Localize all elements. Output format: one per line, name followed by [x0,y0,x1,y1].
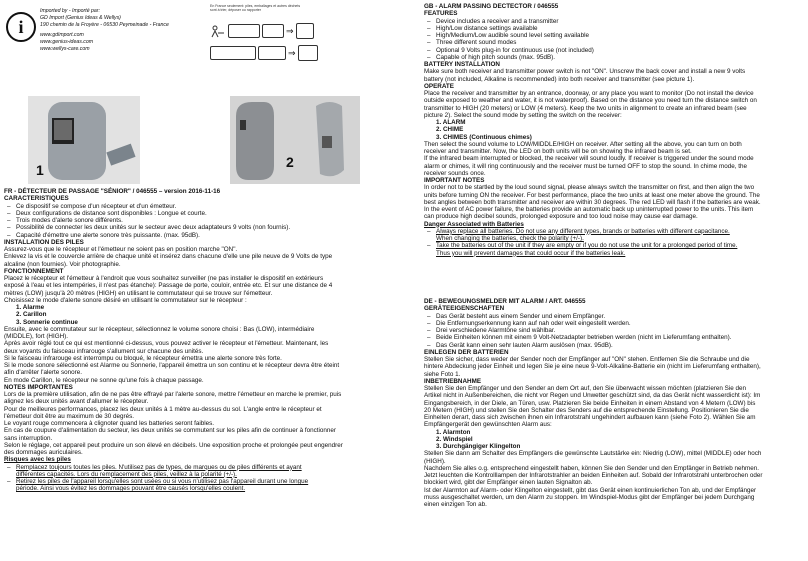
de-text-line: einen einzigen Ton ab. [424,501,487,508]
fr-section [4,188,402,493]
gb-feature-item: – Three different sound modes [424,39,804,46]
de-mode-item: 3. Durchgängiger Klingelton [436,443,521,450]
fr-risk-item-cont: période. Ainsi vous évitez les dommages pouvant être causés lorsqu'elles coulent. [16,485,246,493]
photo-1 [28,96,140,184]
address-line: Imported by - Importé par: [40,8,100,14]
gb-text-line: Make sure both receiver and transmitter power switch is not "ON". Unscrew the back cover and install a new 9 volts [424,68,746,76]
fr-text-line: l'émetteur doit être au maximum de 30 degrés. [4,412,135,420]
right-column [420,0,804,561]
fr-heading-batteries: INSTALLATION DES PILES [4,238,84,246]
importer-header [4,4,194,66]
fr-text-line: En mode Carillon, le récepteur ne sonne qu'une fois à chaque passage. [4,376,204,384]
fr-risk-item-cont: différentes capacités. Lors du remplacement des piles, veillez à la polarité (+/-). [16,470,237,478]
address-line: www.wellys-care.com [40,46,90,53]
fr-heading-battery-risks: Risques avec les piles [4,456,71,464]
fr-heading-operation: FONCTIONNEMENT [4,267,64,275]
de-feature-item: – Beide Einheiten können mit einem 9 Volt-Netzadapter betrieben werden (nicht im Lieferumfang enthalten). [424,334,804,341]
fr-text-line: En cas de coupure d'alimentation du secteur, les deux unités se commutent sur les piles afin de continuer à fonctionner [4,427,336,435]
fr-text-line: Enlevez la vis et le couvercle arrière de chaque unité et insérez dans chacune d'elle une pile neuve de 9 Volts de type [4,253,333,261]
appliance-icon [210,46,256,60]
photo-number: 2 [286,154,294,170]
gb-mode-item: 3. CHIMES (Continuous chimes) [436,133,532,141]
gb-feature-item: – High/Medium/Low audible sound level setting available [424,32,804,39]
fr-text-line: deux voyants du faisceau infrarouge s'allument sur chacune des unités. [4,347,204,355]
fr-heading-notes: NOTES IMPORTANTES [4,383,73,391]
fr-text-line: (MIDDLE), fort (HIGH). [4,333,69,340]
gb-feature-item: – Optional 9 Volts plug-in for continuous use (not included) [424,47,804,54]
de-heading-batteries: EINLEGEN DER BATTERIEN [424,348,509,356]
gb-heading-danger: Danger Associated with Batteries [424,220,524,228]
de-text-line: siehe Foto 1. [424,370,461,378]
gb-mode-item: 2. CHIME [436,126,464,134]
bin-icon [296,23,314,39]
gb-text-line: transmitter to HIGH (20 meters) or LOW (4 meters). Keep the two units in alignment to create an infrared beam (see [424,104,747,112]
gb-text-line: units before turning ON the receiver. For best performance, place the two units at least one meter above the ground. The [424,191,760,199]
de-text-line: Ist der Alarmton auf Alarm- oder Klingelton eingestellt, gibt das Gerät einen kontinuierlichen Ton ab, und der Empfänger [424,486,757,494]
arrow-icon: ⇒ [288,47,296,58]
gb-text-line: Place the receiver and transmitter by an entrance, doorway, or any place you want to monitor (Do not install the device [424,90,754,97]
de-feature-item: – Drei verschiedene Alarmtöne sind wählbar. [424,327,804,334]
gb-text-line: best angles between both transmitter and receiver are within 30 degrees. The red LED will flash if the batteries are weak. [424,198,761,206]
fr-text-line: Assurez-vous que le récepteur et l'émetteur ne soient pas en position marche "ON". [4,246,238,253]
recycling-row-1 [210,22,314,40]
gb-feature-item: – Device includes a receiver and a transmitter [424,18,804,25]
gb-section [424,3,804,257]
fr-text-line: Selon le réglage, cet appareil peut produire un son élevé en décibels. Une exposition proche et prolongée peut engendrer [4,441,343,449]
de-feature-item: – Das Gerät besteht aus einem Sender und einem Empfänger. [424,313,804,320]
fr-mode-item: 3. Sonnerie continue [16,318,78,326]
gb-danger-item-cont: Thus you will prevent damages that could occur if the batteries leak. [436,249,626,257]
gb-danger-item-cont: When changing the batteries, check the polarity (+/-). [436,235,584,242]
fr-text-line: Si le mode sonore sélectionné est Alarme ou Sonnerie, l'appareil émettra un son continu et le récepteur devra être éteint [4,362,340,369]
de-text-line: 20 Metern (HIGH) und stellen Sie den Schalter des Senders auf die entsprechende Einstellung. Positionieren Sie die [424,406,749,414]
gb-heading-notes: IMPORTANT NOTES [424,177,485,184]
fr-text-line: des dommages auriculaires. [4,449,83,456]
fr-title: FR - DÉTECTEUR DE PASSAGE "SÉNIOR" / 046555 – version 2016-11-16 [4,188,221,195]
de-text-line: Artikel nicht in Außenbereichen, die nicht vor Regen und Unwetter geschützt sind, da das Gerät nicht wasserdicht ist): Im [424,392,761,400]
gb-danger-item: – Always replace all batteries. Do not use any different types, brands or batteries with different capacitance. [424,228,804,235]
fr-text-line: Pour de meilleures performances, placez les deux unités à 1 mètre au-dessus du sol. L'angle entre le récepteur et [4,405,322,413]
fr-text-line: Après avoir réglé tout ce qui est mentionné ci-dessus, vous pouvez activer le récepteur et l'émetteur. Maintenant, les [4,340,329,348]
gb-text-line: In order not to be startled by the loud sound signal, please always switch the transmitter on first, and then align the two [424,184,755,192]
fr-text-line: alignez les deux unités avant d'allumer le récepteur. [4,398,149,406]
recycling-text-line: sont à trier, déposer ou rapporter [210,8,261,13]
gb-heading-features: FEATURES [424,10,458,18]
fr-text-line: sans interruption. [4,434,53,442]
fr-feature-item: – Trois modes d'alerte sonore différents. [4,217,402,224]
gb-text-line: Then select the sound volume to LOW/MIDDLE/HIGH on receiver. After setting all the above, you can turn on both [424,140,742,148]
de-section [424,298,804,508]
de-mode-item: 1. Alarmton [436,428,471,436]
gb-text-line: picture 2). Select the sound mode by setting the switch on the receiver: [424,111,622,119]
de-text-line: muss ausgeschaltet werden, um den Alarm zu stoppen. Im Windspiel-Modus gibt der Empfänger bei jedem Durchgang [424,493,755,501]
gb-text-line: receiver and transmitter. Now, the LED on both units will be on showing the infrared beam is set. [424,148,692,155]
de-text-line: hintere Abdeckung jeder Einheit und legen Sie je eine neue 9-Volt-Alkaline-Batterie ein (nicht im Lieferumfang enthalten), [424,363,761,371]
gb-text-line: In the event of AC power failure, the batteries provide an automatic back up uninterrupted power to the units. This item [424,206,754,213]
fr-text-line: exposé à l'eau et les intempéries, il n'est pas étanche): Passage de porte, couloir, entrée etc. Et sur une distance de 4 [4,282,333,290]
address-line: www.genius-ideas.com [40,38,94,45]
collection-point-icon [298,45,318,61]
importer-address [40,8,169,53]
gb-text-line: alarm or chimes, it will ring continuously and the receiver must be turned OFF to stop the sound. In chime mode, the [424,162,748,170]
fr-feature-item: – Deux configurations de distance sont disponibles : Longue et courte. [4,210,402,217]
gb-text-line: can produce high decibel sounds, prolonged exposure and too loud noise may cause ear damage. [424,213,698,221]
recycling-row-2 [210,44,318,62]
fr-text-line: Ensuite, avec le commutateur sur le récepteur, sélectionnez le volume sonore choisi : Bas (LOW), intermédiaire [4,325,315,333]
battery-icon [262,24,284,38]
address-line: 190 chemin de la Froyère - 06530 Peymeinade - France [40,22,169,29]
de-text-line: Nachdem Sie alles o.g. entsprechend eingestellt haben, können Sie den Sender und den Empfänger in Betrieb nehmen. [424,464,760,472]
de-feature-item: – Die Entfernungserkennung kann auf nah oder weit eingestellt werden. [424,320,804,327]
gb-mode-item: 1. ALARM [436,119,466,126]
electronics-icon [258,46,286,60]
de-text-line: Stellen Sie dann am Schalter des Empfängers die gewünschte Lautstärke ein: Niedrig (LOW), mittel (MIDDLE) oder hoch [424,450,762,458]
address-line: GD Import (Genius Ideas & Wellys) [40,15,121,22]
de-mode-item: 2. Windspiel [436,435,473,443]
gb-text-line: If the infrared beam interrupted or blocked, the receiver will sound loudly. If receiver is triggered under the sound mode [424,155,754,163]
gb-title: GB - ALARM PASSING DECTECTOR / 046555 [424,3,559,10]
fr-mode-item: 2. Carillon [16,311,47,319]
recycling-text-line: En France seulement: piles, emballages et autres déchets [210,4,301,8]
gb-heading-operate: OPERATE [424,82,454,90]
de-feature-item: – Das Gerät kann einen sehr lauten Alarm auslösen (max. 95dB). [424,342,804,349]
fr-risk-item: – Remplacez toujours toutes les piles. N'utilisez pas de types, de marques ou de piles différents et ayant [4,464,402,471]
de-text-line: Jetzt leuchten die Kontrolllampen der Infrarotstrahler an beiden Einheiten auf. Sobald der Infrarotstrahl unterbrochen oder [424,472,763,479]
detector-units-image [230,96,360,184]
fr-text-line: Placez le récepteur et l'émetteur à l'endroit que vous souhaitez surveiller (ne pas installer le dispositif en extérieurs [4,275,324,282]
photo-number: 1 [36,162,44,178]
gb-heading-battery: BATTERY INSTALLATION [424,61,500,68]
de-text-line: (HIGH). [424,457,446,465]
gb-feature-item: – Capable of high pitch sounds (max. 95dB). [424,54,804,61]
de-text-line: Stellen Sie sicher, dass weder der Sender noch der Empfänger auf "ON" stehen. Entfernen Sie die Schraube und die [424,356,750,363]
gb-text-line: battery (not included, Alkaline is recommended) into both receiver and transmitter (see picture 1). [424,75,695,83]
packaging-icon [228,24,260,38]
de-heading-features: GERÄTEEIGENSCHAFTEN [424,305,505,313]
info-logo-icon: i [6,12,36,42]
recycling-text [210,4,398,13]
gb-text-line: receiver sounds once. [424,169,486,177]
de-text-line: Empfängergerät den gewünschten Alarm aus: [424,421,552,429]
de-heading-operation: INBETRIEBNAHME [424,377,482,385]
fr-text-line: Si le faisceau infrarouge est interrompu ou bloqué, le récepteur émettra une alerte sonore très forte. [4,354,282,362]
de-title: DE - BEWEGUNGSMELDER MIT ALARM / ART. 046555 [424,298,586,305]
fr-risk-item: – Retirez les piles de l'appareil lorsqu'elles sont usées ou si vous n'utilisez pas l'appareil durant une longue [4,478,402,485]
gb-text-line: outside exposed to weather and water, it is not waterproof). Based on the distance you need turn the distance switch on [424,97,757,105]
fr-feature-item: – Ce dispositif se compose d'un récepteur et d'un émetteur. [4,203,402,210]
fr-text-line: afin d'arrêter l'alerte sonore. [4,369,83,377]
fr-text-line: Lors de la première utilisation, afin de ne pas être effrayé par l'alerte sonore, mettre l'émetteur en marche le premier, puis [4,391,342,398]
gb-danger-item: – Take the batteries out of the unit if they are empty or if you do not use the unit for a prolonged period of time. [424,242,804,249]
de-text-line: blockiert wird, gibt der Empfänger einen lauten Signalton ab. [424,479,593,487]
fr-feature-item: – Capacité d'émettre une alerte sonore très puissante. (max. 95dB). [4,232,402,239]
fr-feature-item: – Possibilité de connecter les deux unités sur le secteur avec deux adaptateurs 9 volts (non fournis). [4,224,402,231]
battery-compartment-image [28,96,140,184]
fr-text-line: mètres (LOW) jusqu'à 20 mètres (HIGH) en utilisant le commutateur qui se trouve sur l'émetteur. [4,289,273,297]
fr-text-line: Le voyant rouge commencera à clignoter quand les batteries seront faibles. [4,420,215,427]
de-text-line: Stellen Sie den Empfänger und den Sender an dem Ort auf, den Sie überwacht wissen möchten (platzieren Sie den [424,385,747,392]
fr-text-line: Choisissez le mode d'alerte sonore désiré en utilisant le commutateur sur le récepteur : [4,296,247,304]
address-line: www.gdimport.com [40,31,84,38]
photo-2 [230,96,360,184]
gb-feature-item: – High/Low distance settings available [424,25,804,32]
fr-text-line: alcaline (non fournies). Voir photographie. [4,260,121,268]
fr-heading-features: CARACTERISTIQUES [4,195,69,203]
fr-mode-item: 1. Alarme [16,304,45,311]
recycling-info [210,4,398,68]
arrow-icon: ⇒ [286,25,294,36]
de-text-line: Einheiten derart, dass sich zwischen ihnen ein Infrarotstrahl ungehindert aufbauen kann (siehe Foto 2). Wählen Sie am [424,414,756,421]
de-text-line: Eingangsbereich, in der Diele, an Türen, usw. Platzieren Sie beide Einheiten in einem Abstand von 4 Metern (LOW) bis [424,399,756,407]
triman-icon [210,23,226,39]
